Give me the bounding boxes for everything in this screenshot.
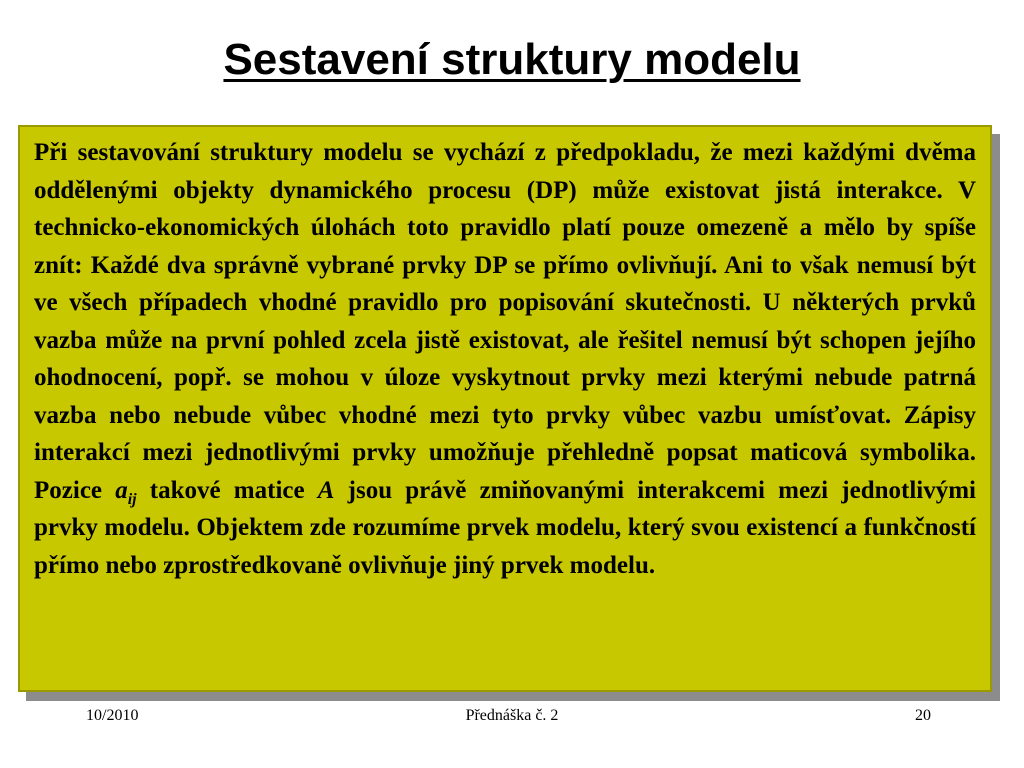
body-text-part2: takové matice bbox=[136, 476, 318, 504]
text-box bbox=[18, 125, 992, 692]
footer-date: 10/2010 bbox=[86, 707, 139, 724]
variable-matrix-a: A bbox=[317, 476, 335, 504]
body-paragraph bbox=[34, 134, 976, 584]
footer-page-number: 20 bbox=[915, 707, 931, 724]
body-text-part3: jsou právě zmiňovanými interakcemi mezi jednotlivými prvky modelu. Objektem zde rozumíme prvek modelu, který svou existencí a funkčností přímo nebo zprostředkovaně ovlivňuje jiný prvek modelu. bbox=[34, 476, 976, 579]
variable-a-ij bbox=[115, 476, 137, 508]
variable-a: a bbox=[115, 476, 128, 504]
footer-lecture: Přednáška č. 2 bbox=[465, 707, 559, 724]
slide-title: Sestavení struktury modelu bbox=[223, 35, 801, 84]
body-text-part1: Při sestavování struktury modelu se vychází z předpokladu, že mezi každými dvěma oddělenými objekty dynamického procesu (DP) může existovat jistá interakce. V technicko-ekonomických úlohách toto pravidlo platí pouze omezeně a mělo by spíše znít: Každé dva správně vybrané prvky DP se přímo ovlivňují. Ani to však nemusí být ve všech případech vhodné pravidlo pro popisování skutečnosti. U některých prvků vazba může na první pohled zcela jistě existovat, ale řešitel nemusí být schopen jejího ohodnocení, popř. se mohou v úloze vyskytnout prvky mezi kterými nebude patrná vazba nebo nebude vůbec vhodné mezi tyto prvky vůbec vazbu umísťovat. Zápisy interakcí mezi jednotlivými prvky umožňuje přehledně popsat maticová symbolika. Pozice bbox=[34, 139, 976, 504]
variable-a-subscript: ij bbox=[127, 490, 137, 508]
